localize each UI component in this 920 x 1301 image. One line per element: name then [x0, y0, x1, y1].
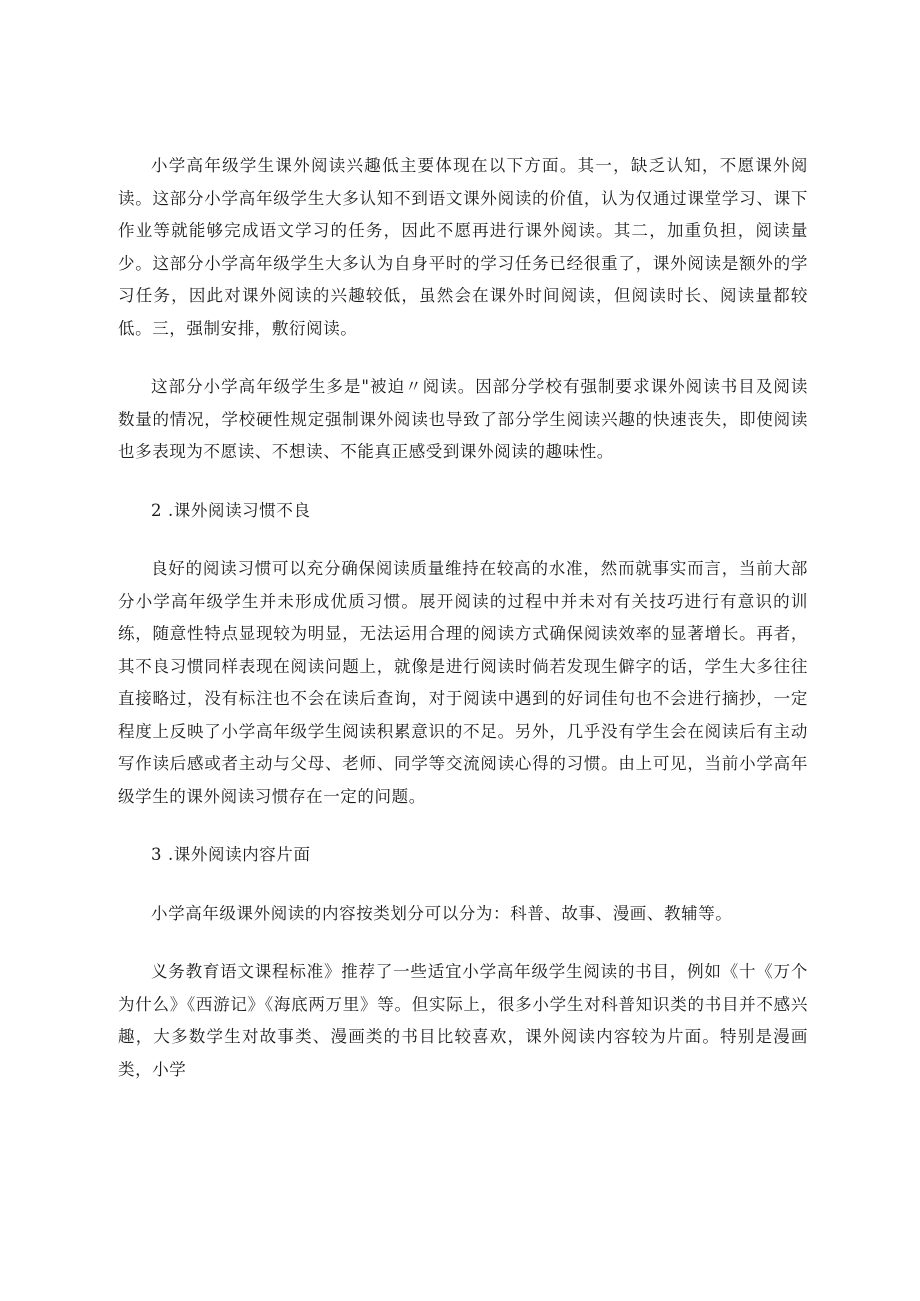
section-heading-reading-habits: 2 .课外阅读习惯不良 [151, 500, 311, 520]
paragraph-reading-interest-low: 小学高年级学生课外阅读兴趣低主要体现在以下方面。其一，缺乏认知，不愿课外阅读。这部分小学高年级学生大多认知不到语文课外阅读的价值，认为仅通过课堂学习、课下作业等就能够完成语文学习的任务，因此不愿再进行课外阅读。其二，加重负担，阅读量少。这部分小学高年级学生大多认为自身平时的学习任务已经很重了，课外阅读是额外的学习任务，因此对课外阅读的兴趣较低，虽然会在课外时间阅读，但阅读时长、阅读量都较低。三，强制安排，敷衍阅读。 [118, 156, 808, 338]
paragraph-forced-reading: 这部分小学高年级学生多是"被迫〃阅读。因部分学校有强制要求课外阅读书目及阅读数量的情况，学校硬性规定强制课外阅读也导致了部分学生阅读兴趣的快速丧失，即使阅读也多表现为不愿读、不想读、不能真正感受到课外阅读的趣味性。 [118, 377, 808, 461]
paragraph-content-categories: 小学高年级课外阅读的内容按类划分可以分为：科普、故事、漫画、教辅等。 [151, 903, 733, 923]
document-page [118, 150, 808, 1112]
paragraph-reading-habits: 良好的阅读习惯可以充分确保阅读质量维持在较高的水准，然而就事实而言，当前大部分小学高年级学生并未形成优质习惯。展开阅读的过程中并未对有关技巧进行有意识的训练，随意性特点显现较为明显，无法运用合理的阅读方式确保阅读效率的显著增长。再者，其不良习惯同样表现在阅读问题上，就像是进行阅读时倘若发现生僻字的话，学生大多往往直接略过，没有标注也不会在读后查询，对于阅读中遇到的好词佳句也不会进行摘抄，一定程度上反映了小学高年级学生阅读积累意识的不足。另外，几乎没有学生会在阅读后有主动写作读后感或者主动与父母、老师、同学等交流阅读心得的习惯。由上可见，当前小学高年级学生的课外阅读习惯存在一定的问题。 [118, 559, 808, 806]
section-heading-reading-content: 3 .课外阅读内容片面 [151, 845, 311, 864]
paragraph-curriculum-standard: 义务教育语文课程标准》推荐了一些适宜小学高年级学生阅读的书目，例如《十《万个为什么》《西游记》《海底两万里》等。但实际上，很多小学生对科普知识类的书目并不感兴趣，大多数学生对故事类、漫画类的书目比较喜欢，课外阅读内容较为片面。特别是漫画类，小学 [118, 962, 808, 1079]
